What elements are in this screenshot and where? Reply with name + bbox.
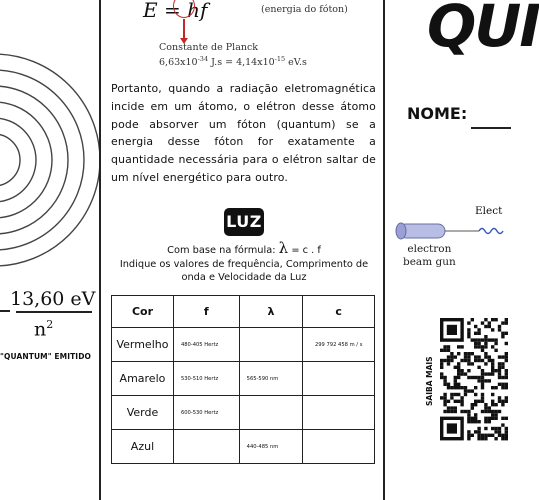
name-label: NOME:: [407, 104, 468, 123]
electron-gun-label: [403, 243, 456, 268]
planck-value-part3: eV.s: [285, 57, 307, 69]
planck-exponent-1: -34: [197, 55, 209, 63]
cell-color: Vermelho: [112, 328, 174, 362]
planck-value-part1: 6,63x10: [159, 57, 198, 69]
planck-value-part2: J.s = 4,14x10: [208, 57, 275, 69]
cell-color: Azul: [112, 430, 174, 464]
planck-constant-value: [159, 55, 307, 68]
denominator-n: n: [34, 318, 47, 341]
table-row: [112, 362, 375, 396]
denominator-exponent: 2: [46, 318, 54, 331]
energy-symbol: E: [143, 0, 158, 22]
energy-ring-2: [0, 118, 36, 202]
right-panel: [387, 0, 539, 500]
cell-wavelength[interactable]: [239, 396, 303, 430]
planck-symbol: h: [187, 0, 200, 22]
cell-color: Amarelo: [112, 362, 174, 396]
cell-wavelength[interactable]: [239, 328, 303, 362]
left-panel: [0, 0, 100, 500]
gun-label-line1: electron: [407, 243, 452, 255]
name-field[interactable]: [471, 127, 511, 129]
cell-wavelength[interactable]: 440-485 nm: [239, 430, 303, 464]
cell-speed[interactable]: [303, 430, 375, 464]
electron-beam-gun-illustration: [387, 215, 500, 245]
quiz-title: QUI: [427, 0, 539, 60]
arrow-down-icon: [183, 19, 185, 40]
gun-end-cap: [396, 223, 406, 239]
cell-frequency[interactable]: 600-530 Hertz: [173, 396, 239, 430]
equals-sign: =: [163, 0, 181, 22]
energy-denominator: [34, 318, 53, 340]
column-header-wavelength: λ: [239, 296, 303, 328]
cell-speed[interactable]: [303, 362, 375, 396]
table-row: [112, 328, 375, 362]
cell-speed[interactable]: [303, 396, 375, 430]
formula-text: = c . f: [291, 245, 321, 256]
formula-prefix: Com base na fórmula:: [167, 245, 276, 256]
energy-ring-1: [0, 134, 20, 186]
qr-code-icon[interactable]: [440, 318, 500, 440]
energy-ring-5: [0, 70, 84, 250]
column-header-color: Cor: [112, 296, 174, 328]
photon-energy-note: (energia do fóton): [261, 4, 348, 15]
cell-frequency[interactable]: 530-510 Hertz: [173, 362, 239, 396]
frequency-symbol: f: [199, 0, 208, 22]
planck-exponent-2: -15: [274, 55, 286, 63]
energy-ring-4: [0, 86, 68, 234]
fraction-bar: [16, 311, 92, 313]
wave-icon: [479, 229, 503, 234]
table-header-row: [112, 296, 375, 328]
cell-frequency[interactable]: [173, 430, 239, 464]
energy-numerator: 13,60 eV: [10, 288, 96, 310]
table-row: [112, 430, 375, 464]
column-header-frequency: f: [173, 296, 239, 328]
light-properties-table: [111, 295, 375, 464]
instructions: [107, 239, 381, 285]
table-row: [112, 396, 375, 430]
energy-level-rings: [0, 0, 100, 290]
energy-ring-3: [0, 102, 52, 218]
minus-sign: [0, 310, 10, 312]
cell-frequency[interactable]: 480-405 Hertz: [173, 328, 239, 362]
explanation-paragraph: Portanto, quando a radiação eletromagnética incide em um átomo, o elétron desse átomo pode absorver um fóton (quantum) se a energia desse fóton for exatamente a quantidade necessária para o elétron saltar de um nível energético para outro.: [111, 82, 376, 184]
lambda-symbol: λ: [278, 239, 289, 257]
energy-ring-6: [0, 54, 100, 266]
quantum-emitted-label: "QUANTUM" EMITIDO: [0, 352, 91, 361]
middle-panel: [99, 0, 385, 500]
luz-title-badge: LUZ: [224, 208, 264, 236]
cell-color: Verde: [112, 396, 174, 430]
planck-constant-label: Constante de Planck: [159, 42, 259, 53]
cell-wavelength[interactable]: 565-590 nm: [239, 362, 303, 396]
saiba-mais-label: SAIBA MAIS: [425, 356, 434, 406]
column-header-speed: c: [303, 296, 375, 328]
gun-label-line2: beam gun: [403, 255, 456, 268]
instruction-text: Indique os valores de frequência, Comprimento de onda e Velocidade da Luz: [119, 258, 369, 283]
formula-line: [107, 239, 381, 258]
cell-speed[interactable]: 299 792 458 m / s: [303, 328, 375, 362]
electron-tube-label: Elect: [475, 205, 503, 217]
